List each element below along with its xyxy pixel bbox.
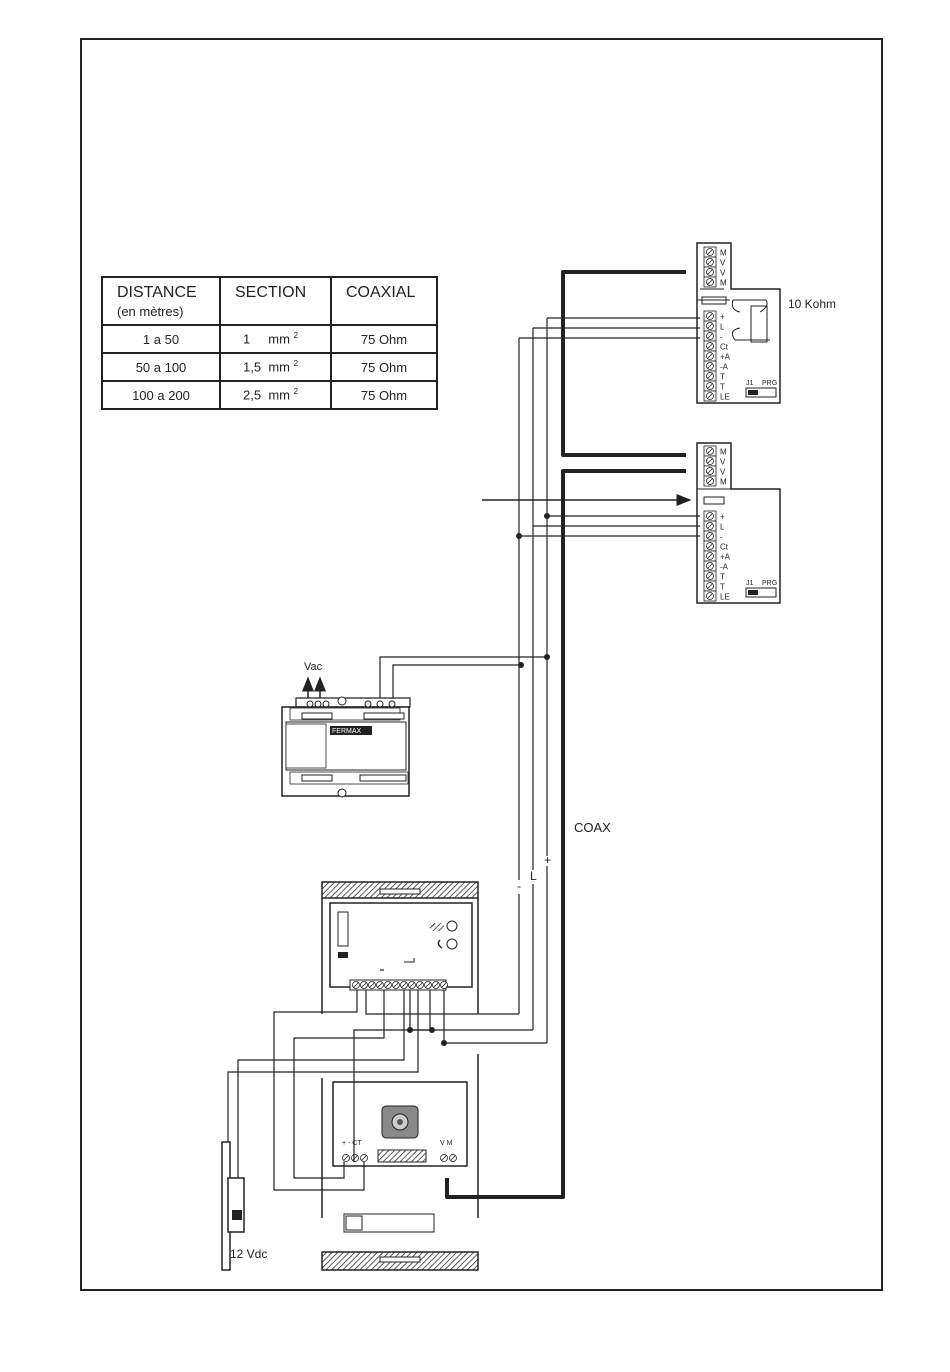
header-coaxial: COAXIAL bbox=[331, 277, 437, 325]
cell-section: 2,5 mm $^2$ bbox=[220, 381, 331, 409]
vac-label: Vac bbox=[304, 661, 323, 673]
terminal-label: T bbox=[720, 582, 725, 592]
wire-label-l: L bbox=[530, 869, 537, 883]
monitor-unit-1 bbox=[697, 243, 836, 403]
cell-section: 1 mm $^2$ bbox=[220, 325, 331, 353]
terminal-label: L bbox=[720, 522, 725, 532]
monitor-2-top-terminals bbox=[704, 446, 727, 487]
lock-voltage-label: 12 Vdc bbox=[230, 1247, 268, 1261]
psu-brand-label: FERMAX bbox=[332, 728, 362, 735]
header-distance: DISTANCE (en mètres) bbox=[102, 277, 220, 325]
terminal-label: Ct bbox=[720, 342, 728, 352]
terminal-label: T bbox=[720, 382, 725, 392]
door-panel-module-bottom bbox=[322, 1054, 478, 1270]
terminal-label: + bbox=[720, 512, 725, 522]
cell-distance: 1 a 50 bbox=[102, 325, 220, 353]
panel-vm-label: V M bbox=[440, 1140, 453, 1147]
fuse-2 bbox=[704, 497, 724, 504]
coax-cable bbox=[447, 272, 686, 1197]
terminal-label: T bbox=[720, 372, 725, 382]
door-panel-module-top bbox=[322, 882, 478, 1014]
power-supply-unit bbox=[282, 661, 410, 797]
terminal-label: + bbox=[720, 312, 725, 322]
terminal-label: M bbox=[720, 278, 727, 288]
resistor-10kohm bbox=[751, 306, 767, 342]
cell-distance: 100 a 200 bbox=[102, 381, 220, 409]
jumper-j1-label: J1 bbox=[746, 580, 754, 587]
cell-coaxial: 75 Ohm bbox=[331, 353, 437, 381]
wire-label-plus: + bbox=[544, 853, 552, 867]
terminal-label: LE bbox=[720, 392, 730, 402]
terminal-label: T bbox=[720, 572, 725, 582]
terminal-label: V bbox=[720, 457, 726, 467]
jumper-prg-label: PRG bbox=[762, 580, 778, 587]
terminal-label: V bbox=[720, 467, 726, 477]
terminal-label: V bbox=[720, 258, 726, 268]
header-section: SECTION bbox=[220, 277, 331, 325]
terminal-label: +A bbox=[720, 552, 731, 562]
monitor-unit-2 bbox=[697, 443, 780, 603]
terminal-label: - bbox=[720, 532, 723, 542]
electric-lock bbox=[222, 1142, 267, 1270]
terminal-label: V bbox=[720, 268, 726, 278]
cell-distance: 50 a 100 bbox=[102, 353, 220, 381]
monitor-1-top-terminals bbox=[704, 247, 727, 288]
wire-label-minus: - bbox=[517, 879, 521, 893]
cell-section: 1,5 mm $^2$ bbox=[220, 353, 331, 381]
cell-coaxial: 75 Ohm bbox=[331, 381, 437, 409]
terminal-label: Ct bbox=[720, 542, 728, 552]
coax-label: COAX bbox=[574, 820, 611, 835]
cell-coaxial: 75 Ohm bbox=[331, 325, 437, 353]
resistor-label: 10 Kohm bbox=[788, 297, 837, 311]
terminal-label: - bbox=[720, 332, 723, 342]
terminal-label: L bbox=[720, 322, 725, 332]
terminal-label: -A bbox=[720, 562, 728, 572]
terminal-label: +A bbox=[720, 352, 731, 362]
terminal-label: M bbox=[720, 447, 727, 457]
terminal-label: LE bbox=[720, 592, 730, 602]
terminal-label: M bbox=[720, 477, 727, 487]
jumper-j1-label: J1 bbox=[746, 380, 754, 387]
panel-terminals-label: + - CT bbox=[342, 1140, 362, 1147]
jumper-prg-label: PRG bbox=[762, 380, 778, 387]
terminal-label: -A bbox=[720, 362, 728, 372]
terminal-label: M bbox=[720, 248, 727, 258]
